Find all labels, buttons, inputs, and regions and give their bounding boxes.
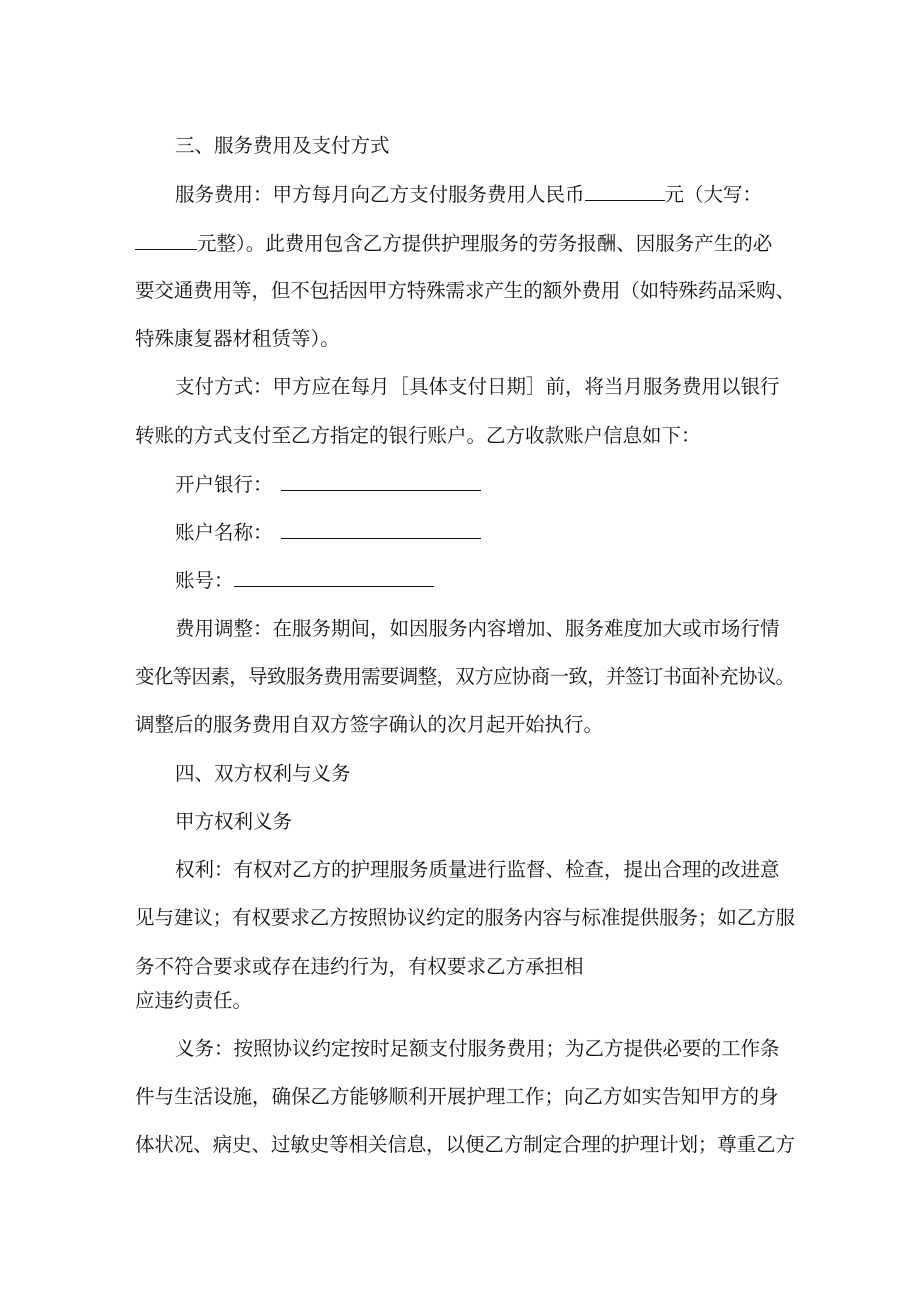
rights-line-4: 应违约责任。 (135, 989, 253, 1012)
bank-blank (281, 472, 481, 491)
section3-heading: 三、服务费用及支付方式 (175, 134, 390, 157)
duty-line-1: 义务：按照协议约定按时足额支付服务费用；为乙方提供必要的工作条 (175, 1037, 780, 1060)
account-no-blank (234, 568, 434, 587)
adj-line-1: 费用调整：在服务期间，如因服务内容增加、服务难度加大或市场行情 (175, 617, 780, 640)
fee-words-blank (135, 231, 197, 250)
bank-label: 开户银行： (175, 473, 273, 496)
rights-line-2: 见与建议；有权要求乙方按照协议约定的服务内容与标准提供服务；如乙方服 (135, 906, 795, 929)
section4-sub-heading: 甲方权利义务 (175, 810, 293, 833)
rights-line-3: 务不符合要求或存在违约行为，有权要求乙方承担相 (135, 955, 584, 978)
duty-line-3: 体状况、病史、过敏史等相关信息，以便乙方制定合理的护理计划；尊重乙方 (135, 1133, 795, 1156)
adj-line-2: 变化等因素，导致服务费用需要调整，双方应协商一致，并签订书面补充协议。 (135, 665, 795, 688)
account-no-field (175, 568, 434, 593)
fee-line-3: 要交通费用等，但不包括因甲方特殊需求产生的额外费用（如特殊药品采购、 (135, 279, 795, 302)
fee-line-1 (175, 182, 762, 207)
duty-line-2: 件与生活设施，确保乙方能够顺利开展护理工作；向乙方如实告知甲方的身 (135, 1085, 779, 1108)
fee-line-1-text-b: 元（大写： (664, 183, 763, 206)
account-name-blank (281, 520, 481, 539)
account-no-label: 账号： (175, 569, 234, 592)
fee-line-2 (135, 231, 772, 256)
fee-line-4: 特殊康复器材租赁等）。 (135, 327, 340, 350)
bank-field (175, 472, 481, 497)
pay-line-1: 支付方式：甲方应在每月［具体支付日期］前，将当月服务费用以银行 (175, 375, 780, 398)
account-name-label: 账户名称： (175, 521, 273, 544)
fee-line-1-text-a: 服务费用：甲方每月向乙方支付服务费用人民币 (175, 183, 585, 206)
fee-line-2-text: 元整）。此费用包含乙方提供护理服务的劳务报酬、因服务产生的必 (197, 232, 773, 255)
account-name-field (175, 520, 481, 545)
section4-heading: 四、双方权利与义务 (175, 762, 351, 785)
fee-amount-blank (585, 182, 665, 201)
adj-line-3: 调整后的服务费用自双方签字确认的次月起开始执行。 (135, 713, 604, 736)
rights-line-1: 权利：有权对乙方的护理服务质量进行监督、检查，提出合理的改进意 (175, 858, 780, 881)
pay-line-2: 转账的方式支付至乙方指定的银行账户。乙方收款账户信息如下： (135, 424, 701, 447)
